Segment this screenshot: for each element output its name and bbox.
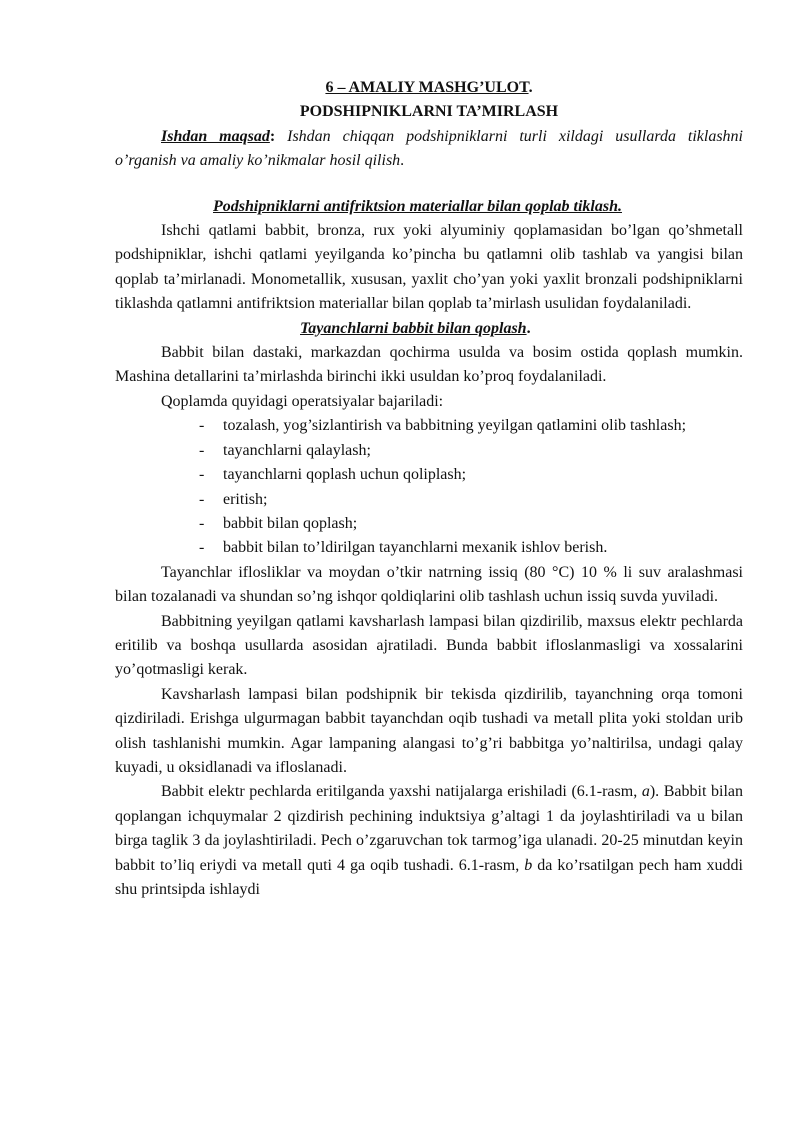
bullet-dash: - [199,441,205,459]
bullet-dash: - [199,490,205,508]
figure-ref-a: a [641,783,650,801]
bullet-dash: - [199,417,205,435]
document-subtitle: PODSHIPNIKLARNI TA’MIRLASH [299,103,559,121]
furnace-text-part1: Babbit elektr pechlarda eritilganda yaxshi natijalarga erishiladi (6.1-rasm, [161,783,642,801]
goal-period: . [400,152,405,170]
list-item-text: tayanchlarni qalaylash; [223,441,371,459]
section-heading-period: . [526,319,531,337]
bullet-dash: - [199,466,205,484]
paragraph-coating-methods: Babbit bilan dastaki, markazdan qochirma usulda va bosim ostida qoplash mumkin. Mashina detallarini ta’mirlashda birinchi ikki usuldan ko’proq foydalaniladi. [115,344,743,386]
paragraph-cleaning: Tayanchlar iflosliklar va moydan o’tkir natrning issiq (80 °C) 10 % li suv aralashmasi bilan tozalanadi va shundan so’ng ishqor qoldiqlarini olib tashlash uchun issiq suvda yuviladi. [115,563,743,606]
list-item [199,463,743,487]
list-item [199,488,743,512]
paragraph-layer-removal: Babbitning yeyilgan qatlami kavsharlash lampasi bilan qizdirilib, maxsus elektr pechlarda eritilib va boshqa usullarda asosidan ajratiladi. Bunda babbit ifloslanmasligi va xossalarini yo’qotmasligi kerak. [115,612,743,679]
section-heading-text: Tayanchlarni babbit bilan qoplash [300,319,527,337]
practice-number-title: 6 – AMALIY MASHG’ULOT [325,79,529,96]
document-title [115,76,743,100]
goal-label: Ishdan maqsad [161,127,270,145]
furnace-text-part3: da ko’rsatilgan pech ham xuddi shu printsipda ishlaydi [115,856,743,898]
title-period: . [528,79,533,96]
section-heading-babbit-coating [115,317,743,341]
bullet-dash: - [199,514,205,532]
operations-list [115,414,743,560]
bullet-dash: - [199,539,205,557]
goal-colon: : [269,127,276,145]
paragraph-bimetal-bearings: Ishchi qatlami babbit, bronza, rux yoki alyuminiy qoplamasidan bo’lgan qo’shmetall podshipniklar, ishchi qatlami yeyilganda ko’pincha bu qatlamni olib tashlab va yangisi bilan qoplab ta’mirlanadi. Monometallik, xususan, yaxlit cho’yan yoki yaxlit bronzali podshipniklarni tiklashda qatlamni antifriktsion materiallar bilan qoplab ta’mirlash usulidan foydalaniladi. [115,222,743,313]
list-item-text: tozalash, yog’sizlantirish va babbitning yeyilgan qatlamini olib tashlash; [223,417,687,435]
paragraph-electric-furnace [115,780,743,902]
section-heading-antifriction: Podshipniklarni antifriktsion materiallar bilan qoplab tiklash. [213,197,622,215]
list-item-text: babbit bilan to’ldirilgan tayanchlarni mexanik ishlov berish. [223,539,608,557]
figure-ref-b: b [524,856,533,874]
goal-text: Ishdan chiqqan podshipniklarni turli xildagi usullarda tiklashni o’rganish va amaliy ko’nikmalar hosil qilish [115,127,744,170]
document-page [115,76,743,902]
list-item [199,536,743,560]
furnace-text-part2: ). Babbit bilan qoplangan ichquymalar 2 qizdirish pechining induktsiya g’altagi 1 da joylashtiriladi va u bilan birga taglik 3 da joylashtiriladi. Pech o’zgaruvchan tok tarmog’iga ulanadi. 20-25 minutdan keyin babbit to’liq eriydi va metall quti 4 ga oqib tushadi. 6.1-rasm, [115,783,744,874]
paragraph-operations-intro: Qoplamda quyidagi operatsiyalar bajariladi: [161,392,444,410]
list-item-text: tayanchlarni qoplash uchun qoliplash; [223,466,467,484]
list-item [199,439,743,463]
list-item-text: babbit bilan qoplash; [223,514,358,532]
list-item [199,512,743,536]
goal-paragraph [115,125,743,174]
list-item-text: eritish; [223,490,268,508]
list-item [199,414,743,438]
paragraph-soldering-lamp: Kavsharlash lampasi bilan podshipnik bir tekisda qizdirilib, tayanchning orqa tomoni qizdiriladi. Erishga ulgurmagan babbit tayanchdan oqib tushadi va metall plita yoki stoldan urib olish tashlanishi mumkin. Agar lampaning alangasi to’g’ri babbitga yo’naltirilsa, undagi qalay kuyadi, u oksidlanadi va ifloslanadi. [115,685,743,776]
